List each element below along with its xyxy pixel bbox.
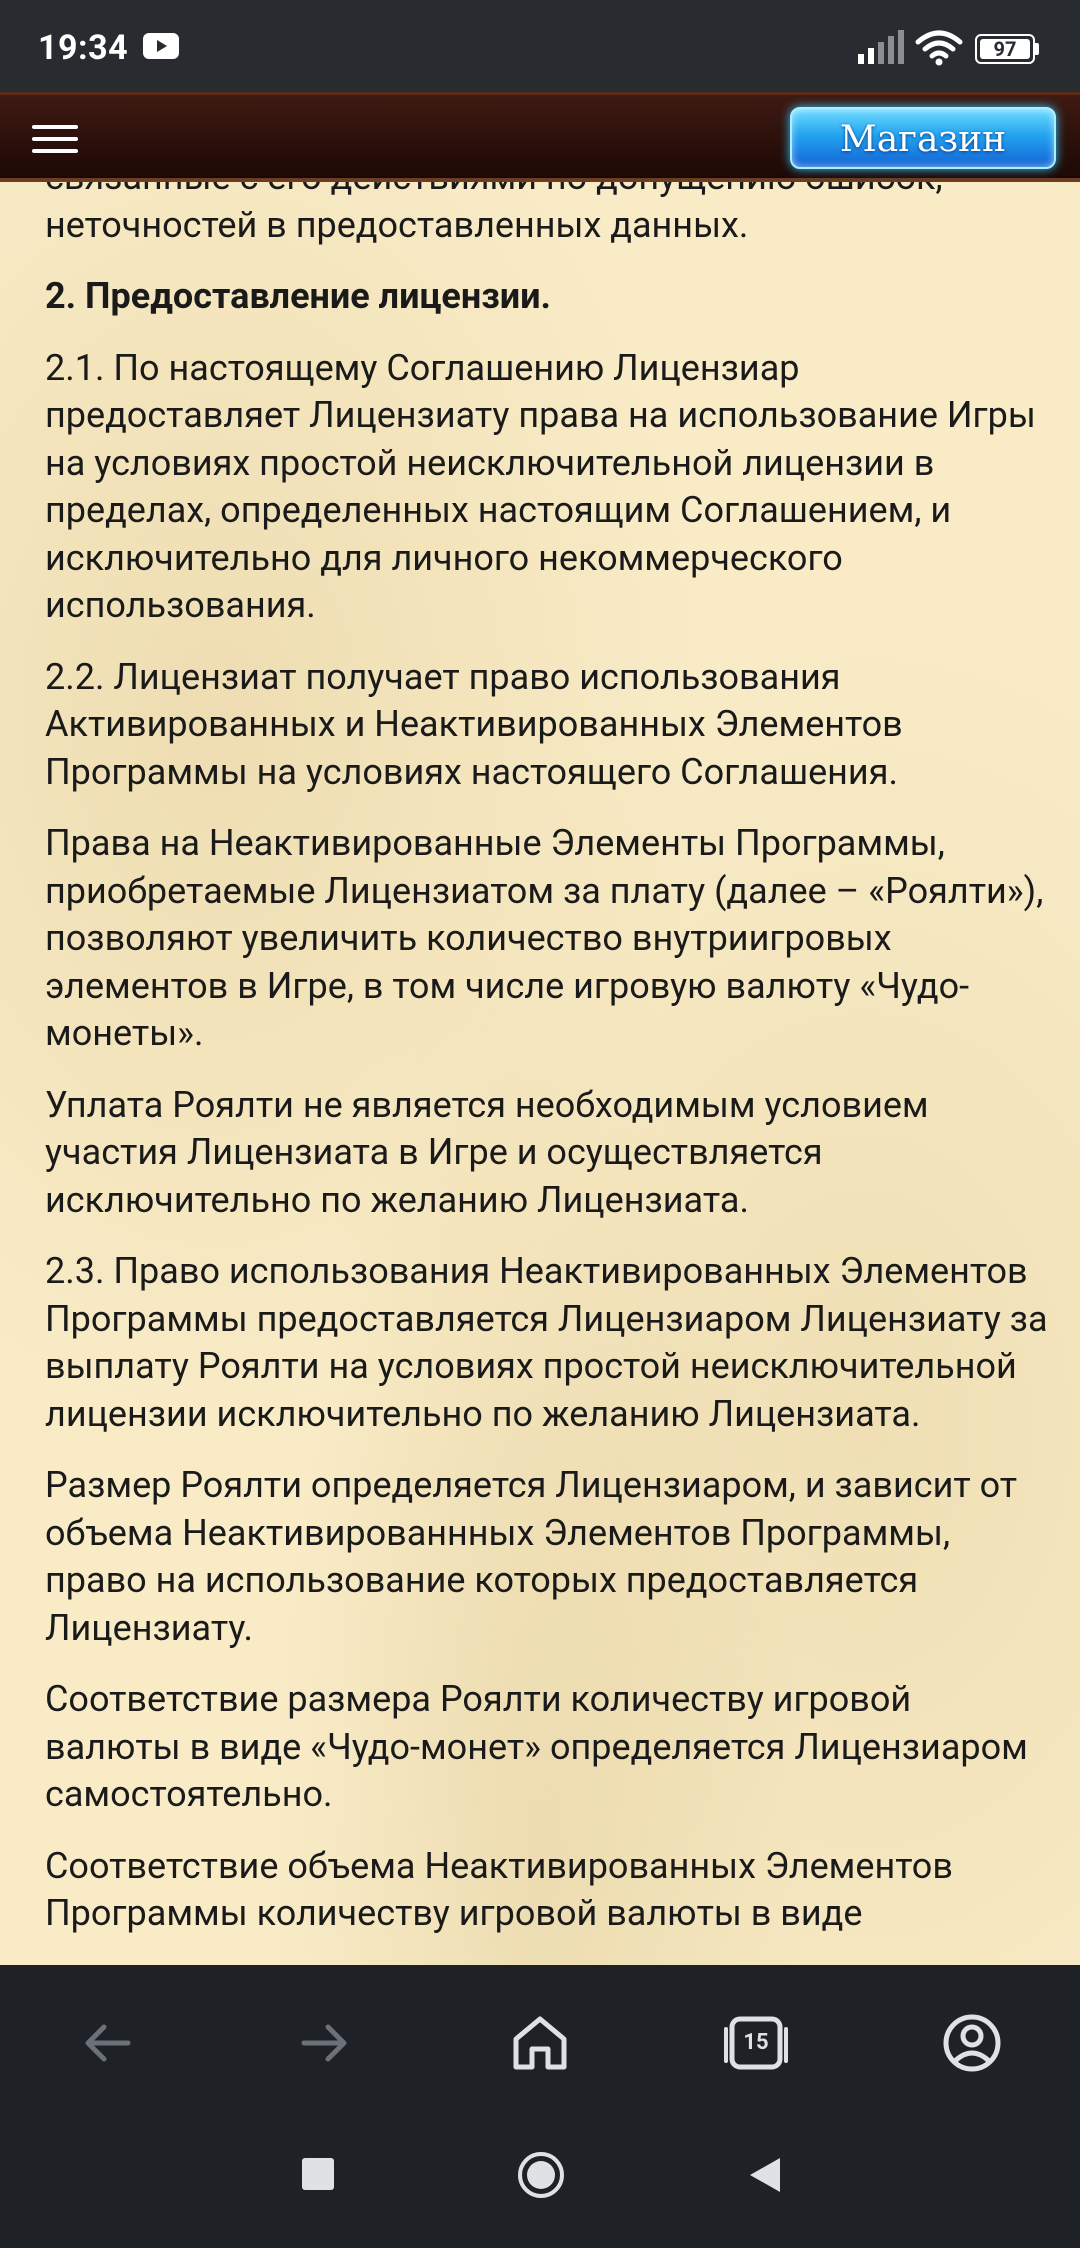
agreement-document xyxy=(0,182,1080,1965)
paragraph: Уплата Роялти не является необходимым условием участия Лицензиата в Игре и осуществляется исключительно по желанию Лицензиата. xyxy=(45,1083,929,1221)
hamburger-menu-icon[interactable] xyxy=(32,123,80,157)
status-bar xyxy=(0,0,1080,92)
forward-arrow-icon[interactable] xyxy=(286,2005,362,2081)
paragraph: Соответствие объема Неактивированных Элементов Программы количеству игровой валюты в виде xyxy=(45,1844,953,1934)
section-heading: 2. Предоставление лицензии. xyxy=(45,275,551,317)
paragraph: 2.2. Лицензиат получает право использования Активированных и Неактивированных Элементов Программы на условиях настоящего Соглашения. xyxy=(45,655,903,793)
youtube-icon xyxy=(143,33,179,59)
paragraph: 2.3. Право использования Неактивированных Элементов Программы предоставляется Лицензиаром Лицензиату за выплату Роялти на условиях простой неисключительной лицензии исключительно по желанию Лицензиата. xyxy=(45,1250,1048,1435)
back-arrow-icon[interactable] xyxy=(70,2005,146,2081)
battery-level: 97 xyxy=(993,37,1017,61)
paragraph: 2.1. По настоящему Соглашению Лицензиар предоставляет Лицензиату права на использование Игры на условиях простой неисключительной лицензии в пределах, определенных настоящим Соглашением, и исключительно для личного некоммерческого использования. xyxy=(45,346,1036,626)
wifi-icon xyxy=(916,30,962,66)
status-time: 19:34 xyxy=(38,28,129,68)
tabs-button[interactable] xyxy=(718,2005,794,2081)
home-circle-icon[interactable] xyxy=(516,2150,566,2200)
shop-button[interactable]: Магазин xyxy=(790,107,1056,169)
account-icon[interactable] xyxy=(934,2005,1010,2081)
paragraph: Соответствие размера Роялти количеству игровой валюты в виде «Чудо-монет» определяется Лицензиаром самостоятельно. xyxy=(45,1678,1028,1815)
back-triangle-icon[interactable] xyxy=(746,2156,782,2194)
recents-square-icon[interactable] xyxy=(300,2156,336,2192)
agreement-text xyxy=(45,154,1050,1962)
paragraph: Размер Роялти определяется Лицензиаром, и зависит от объема Неактивированнных Элементов Программы, право на использование которых предоставляется Лицензиату. xyxy=(45,1464,1018,1649)
system-navigation-bar xyxy=(0,2118,1080,2248)
battery-icon xyxy=(975,34,1039,64)
paragraph: Права на Неактивированные Элементы Программы, приобретаемые Лицензиатом за плату (далее – «Роялти»), позволяют увеличить количество внутриигровых элементов в Игре, в том числе игровую валюту «Чудо-монеты». xyxy=(45,822,1044,1054)
tab-count: 15 xyxy=(743,2030,769,2055)
browser-toolbar xyxy=(0,1965,1080,2118)
signal-icon xyxy=(858,30,904,64)
paragraph: неточностей в предоставленных данных. xyxy=(45,203,749,246)
app-header xyxy=(0,92,1080,182)
home-icon[interactable] xyxy=(502,2005,578,2081)
